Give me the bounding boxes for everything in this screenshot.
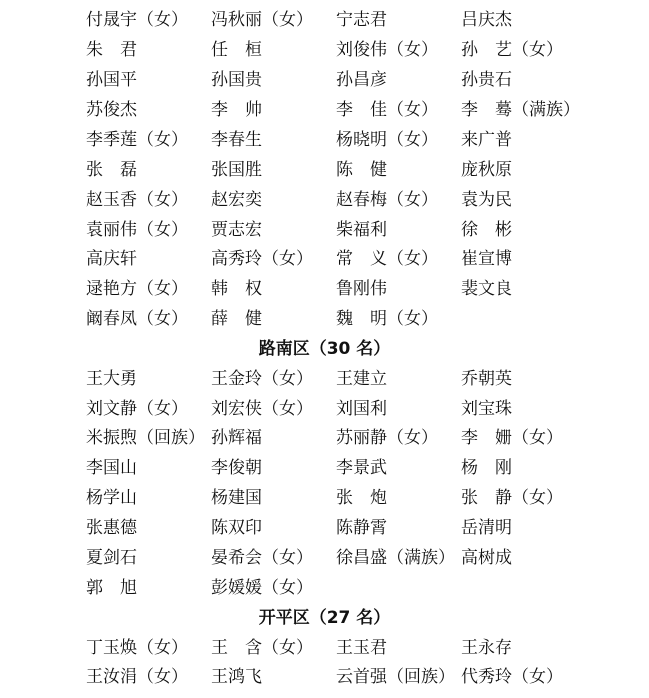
name-entry: 米振煦（回族） [86,428,205,448]
name-entry: 逯艳方（女） [86,279,188,299]
name-entry: 张 磊 [86,160,137,180]
name-entry: 丁玉焕（女） [86,638,188,658]
name-entry: 张国胜 [211,160,262,180]
name-entry: 孙国贵 [211,70,262,90]
name-entry: 庞秋原 [461,160,512,180]
name-entry: 陈 健 [336,160,387,180]
name-entry: 李春生 [211,130,262,150]
name-row [0,215,649,245]
name-entry: 阚春凤（女） [86,309,188,329]
name-entry: 袁丽伟（女） [86,220,188,240]
name-entry: 张惠德 [86,518,137,538]
name-entry: 柴福利 [336,220,387,240]
name-entry: 王永存 [461,638,512,658]
name-entry: 薛 健 [211,309,262,329]
name-row [0,5,649,35]
name-row [0,304,649,334]
name-entry: 刘宝珠 [461,399,512,419]
name-row [0,185,649,215]
name-row [0,244,649,274]
name-entry: 来广普 [461,130,512,150]
name-entry: 贾志宏 [211,220,262,240]
name-row [0,513,649,543]
name-entry: 孙昌彦 [336,70,387,90]
name-entry: 郭 旭 [86,578,137,598]
name-entry: 冯秋丽（女） [211,10,313,30]
name-row [0,95,649,125]
name-entry: 朱 君 [86,40,137,60]
name-entry: 王建立 [336,369,387,389]
name-entry: 李景武 [336,458,387,478]
name-entry: 云首强（回族） [336,667,455,687]
name-entry: 孙国平 [86,70,137,90]
name-entry: 孙 艺（女） [461,40,563,60]
name-row [0,573,649,603]
name-row [0,364,649,394]
name-entry: 魏 明（女） [336,309,438,329]
name-entry: 李 蓦（满族） [461,100,580,120]
name-entry: 李 佳（女） [336,100,438,120]
name-row [0,274,649,304]
name-entry: 高庆轩 [86,249,137,269]
name-entry: 宁志君 [336,10,387,30]
name-entry: 李俊朝 [211,458,262,478]
name-entry: 赵玉香（女） [86,190,188,210]
name-entry: 李国山 [86,458,137,478]
name-entry: 赵宏奕 [211,190,262,210]
name-entry: 刘俊伟（女） [336,40,438,60]
name-row [0,394,649,424]
name-entry: 吕庆杰 [461,10,512,30]
name-entry: 孙辉福 [211,428,262,448]
name-entry: 陈双印 [211,518,262,538]
name-entry: 陈静霄 [336,518,387,538]
name-entry: 袁为民 [461,190,512,210]
name-row [0,543,649,573]
name-entry: 裴文良 [461,279,512,299]
name-row [0,65,649,95]
name-row [0,35,649,65]
name-entry: 王玉君 [336,638,387,658]
name-entry: 刘国利 [336,399,387,419]
name-entry: 付晟宇（女） [86,10,188,30]
name-entry: 苏俊杰 [86,100,137,120]
name-entry: 苏丽静（女） [336,428,438,448]
name-entry: 彭媛媛（女） [211,578,313,598]
name-entry: 张 炮 [336,488,387,508]
name-entry: 刘文静（女） [86,399,188,419]
name-entry: 杨建国 [211,488,262,508]
name-entry: 徐 彬 [461,220,512,240]
name-entry: 常 义（女） [336,249,438,269]
name-entry: 杨晓明（女） [336,130,438,150]
name-entry: 李季莲（女） [86,130,188,150]
name-entry: 王汝涓（女） [86,667,188,687]
name-entry: 杨学山 [86,488,137,508]
name-entry: 岳清明 [461,518,512,538]
section-heading: 路南区（30 名） [258,339,391,359]
name-row [0,453,649,483]
name-entry: 王鸿飞 [211,667,262,687]
name-entry: 韩 权 [211,279,262,299]
name-entry: 杨 刚 [461,458,512,478]
name-entry: 徐昌盛（满族） [336,548,455,568]
name-entry: 乔朝英 [461,369,512,389]
name-entry: 刘宏侠（女） [211,399,313,419]
name-entry: 李 姗（女） [461,428,563,448]
name-row [0,662,649,692]
name-entry: 崔宣博 [461,249,512,269]
name-entry: 赵春梅（女） [336,190,438,210]
name-row [0,633,649,663]
name-entry: 王 含（女） [211,638,313,658]
name-entry: 孙贵石 [461,70,512,90]
name-entry: 王金玲（女） [211,369,313,389]
name-row [0,483,649,513]
section-heading: 开平区（27 名） [258,608,391,628]
name-entry: 晏希会（女） [211,548,313,568]
name-row [0,155,649,185]
name-entry: 高树成 [461,548,512,568]
name-row [0,125,649,155]
name-entry: 鲁刚伟 [336,279,387,299]
name-entry: 代秀玲（女） [461,667,563,687]
name-entry: 王大勇 [86,369,137,389]
name-entry: 高秀玲（女） [211,249,313,269]
name-entry: 张 静（女） [461,488,563,508]
name-row [0,423,649,453]
name-entry: 夏剑石 [86,548,137,568]
name-entry: 李 帅 [211,100,262,120]
name-entry: 任 桓 [211,40,262,60]
